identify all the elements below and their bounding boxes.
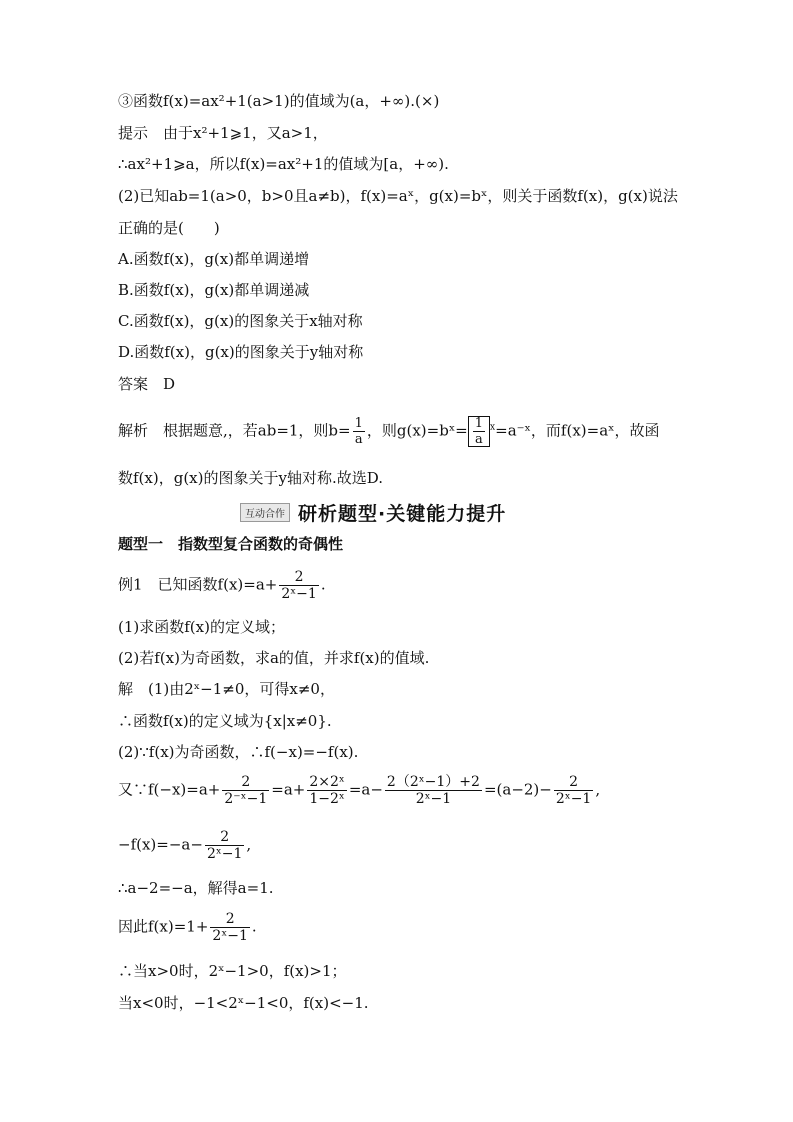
s4-text-c: =a− <box>348 780 383 799</box>
line-statement-3: ③函数f(x)=ax²+1(a>1)的值域为(a，+∞).(×) <box>118 92 440 110</box>
analysis-text-b: ，则g(x)=bˣ= <box>366 421 468 440</box>
s4-text-d: =(a−2)− <box>483 780 552 799</box>
analysis-text-a: 解析 根据题意,，若ab=1，则b= <box>118 421 351 440</box>
frac-den: a <box>473 431 485 447</box>
solution-8: ∴当x>0时，2ˣ−1>0，f(x)>1； <box>118 962 347 980</box>
type-heading: 题型一 指数型复合函数的奇偶性 <box>118 535 344 553</box>
solution-5 <box>118 830 251 861</box>
analysis-line-2: 数f(x)，g(x)的图象关于y轴对称.故选D. <box>118 469 383 487</box>
frac-num: 2×2ˣ <box>309 774 345 790</box>
fraction-2-over-2x-1 <box>554 775 593 806</box>
line-question-2-cont: 正确的是( ) <box>118 219 220 237</box>
frac-num: 1 <box>474 416 484 431</box>
section-title: 研析题型·关键能力提升 <box>298 502 507 525</box>
frac-num: 2 <box>569 774 579 790</box>
fraction-big <box>385 775 482 806</box>
frac-num: 2（2ˣ−1）+2 <box>386 774 480 790</box>
solution-1: 解 (1)由2ˣ−1≠0，可得x≠0， <box>118 680 335 698</box>
frac-den: 2ˣ−1 <box>212 927 248 944</box>
option-a: A.函数f(x)，g(x)都单调递增 <box>118 250 310 268</box>
frac-num: 2 <box>241 774 251 790</box>
solution-7 <box>118 912 257 943</box>
frac-den: a <box>353 431 365 447</box>
section-banner <box>240 499 506 525</box>
s4-text-e: , <box>595 780 601 799</box>
paren-1-over-a <box>468 416 490 447</box>
frac-den: 2ˣ−1 <box>385 790 482 807</box>
answer-line: 答案 D <box>118 375 176 393</box>
question-2: (2)若f(x)为奇函数，求a的值，并求f(x)的值域. <box>118 649 430 667</box>
s5-text-a: −f(x)=−a− <box>118 835 203 854</box>
analysis-line <box>118 416 660 447</box>
fraction-2-over-2mx-1 <box>222 775 269 806</box>
frac-den: 1−2ˣ <box>309 790 345 807</box>
s7-text-a: 因此f(x)=1+ <box>118 917 209 936</box>
frac-den: 2⁻ˣ−1 <box>224 790 268 807</box>
frac-den: 2ˣ−1 <box>206 845 243 862</box>
frac-num: 2 <box>220 829 230 845</box>
question-1: (1)求函数f(x)的定义域； <box>118 618 285 636</box>
line-hint-result: ∴ax²+1⩾a，所以f(x)=ax²+1的值域为[a，+∞). <box>118 155 449 173</box>
solution-6: ∴a−2=−a，解得a=1. <box>118 879 274 897</box>
fraction-2x2x-over-1-2x <box>307 775 346 806</box>
solution-4 <box>118 775 600 806</box>
exponent-x: x <box>490 422 496 433</box>
frac-num: 2 <box>294 569 304 585</box>
line-question-2: (2)已知ab=1(a>0，b>0且a≠b)，f(x)=aˣ，g(x)=bˣ，则关于函数f(x)，g(x)说法 <box>118 187 678 205</box>
section-tag: 互动合作 <box>240 503 290 522</box>
solution-3: (2)∵f(x)为奇函数，∴f(−x)=−f(x). <box>118 743 359 761</box>
solution-2: ∴函数f(x)的定义域为{x|x≠0}. <box>118 712 332 730</box>
option-c: C.函数f(x)，g(x)的图象关于x轴对称 <box>118 312 363 330</box>
s4-text-a: 又∵f(−x)=a+ <box>118 780 221 799</box>
fraction-2-over-2x-1 <box>279 570 318 601</box>
option-d: D.函数f(x)，g(x)的图象关于y轴对称 <box>118 343 364 361</box>
example-1: 例1 已知函数f(x)=a+ $\frac{2}{\text{2ˣ−1}}$ . <box>118 569 326 602</box>
frac-num: 2 <box>225 911 235 927</box>
fraction-2-over-2x-1 <box>205 830 244 861</box>
s7-text-b: . <box>251 917 257 936</box>
fraction-2-over-2x-1 <box>210 912 249 943</box>
frac-den: 2ˣ−1 <box>555 790 592 807</box>
example-1-text: 例1 已知函数f(x)=a+ <box>118 575 278 594</box>
frac-den: 2ˣ−1 <box>281 585 317 602</box>
s5-text-b: , <box>246 835 252 854</box>
fraction-1-over-a-inner <box>473 417 485 446</box>
option-b: B.函数f(x)，g(x)都单调递减 <box>118 281 310 299</box>
line-hint: 提示 由于x²+1⩾1，又a>1， <box>118 124 328 142</box>
s4-text-b: =a+ <box>271 780 306 799</box>
fraction-1-over-a <box>353 417 365 446</box>
solution-9: 当x<0时，−1<2ˣ−1<0，f(x)<−1. <box>118 994 369 1012</box>
frac-num: 1 <box>354 416 363 431</box>
analysis-text-c: =a⁻ˣ，而f(x)=aˣ，故函 <box>495 421 660 440</box>
